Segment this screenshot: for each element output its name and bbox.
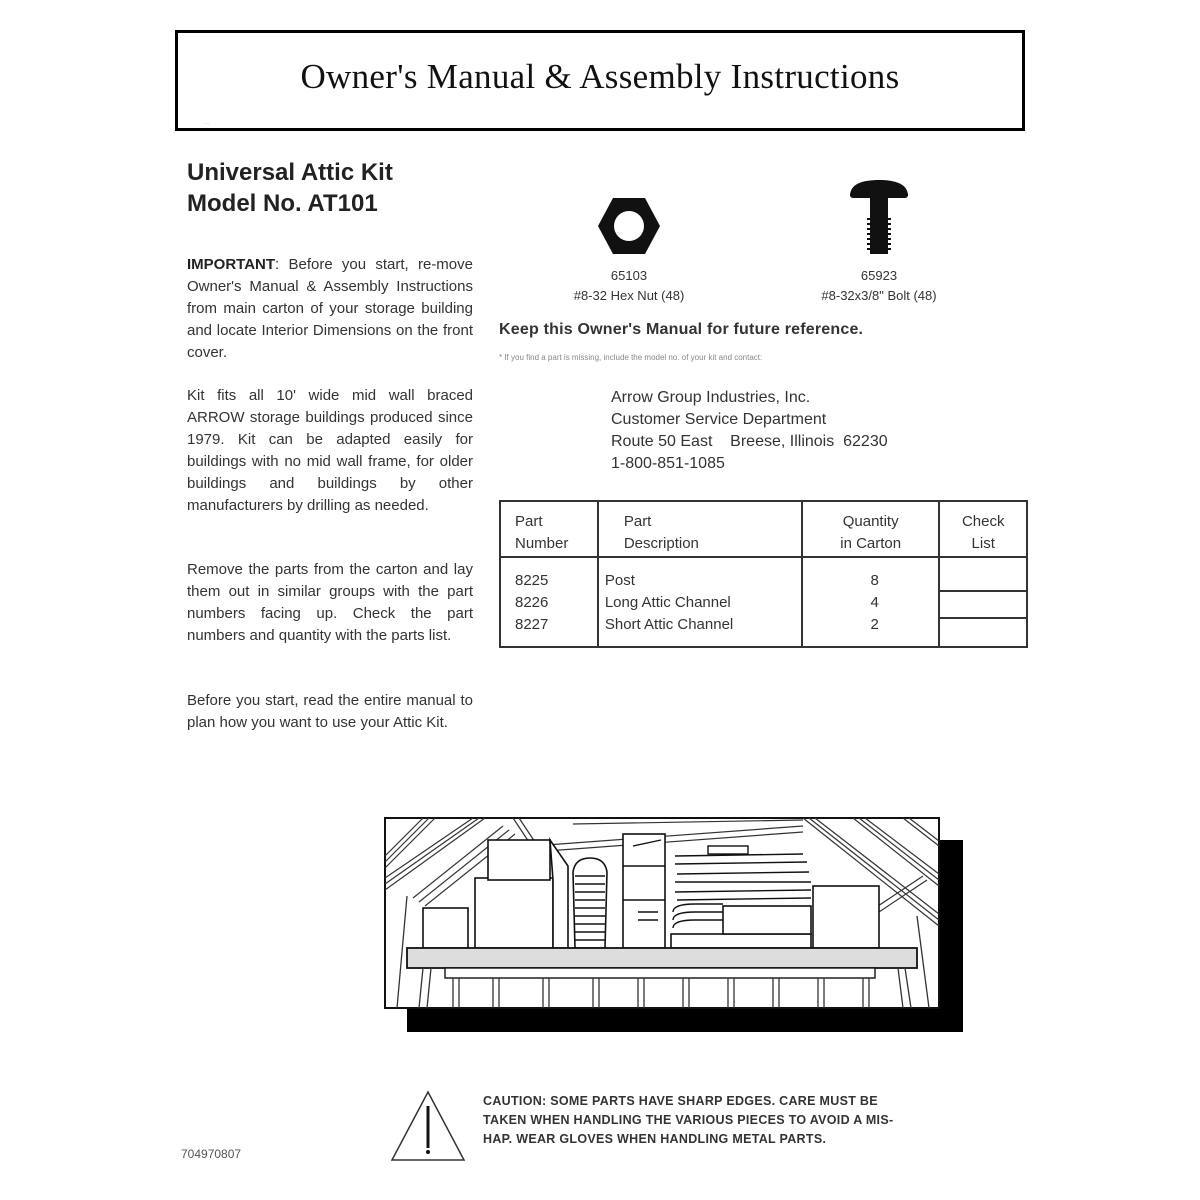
table-cell: 8225 — [515, 572, 549, 589]
header-text: in Carton — [840, 535, 902, 552]
kit-heading — [187, 157, 393, 219]
street-address: Route 50 East Breese, Illinois 62230 — [611, 433, 888, 450]
header-description — [598, 501, 802, 557]
table-cell: 8226 — [515, 594, 549, 611]
contact-address — [611, 387, 888, 475]
hex-nut-label — [546, 266, 712, 306]
table-cell: Post — [604, 572, 635, 589]
quantity-cell — [802, 557, 939, 647]
header-text: Check — [961, 513, 1005, 530]
check-list-cell — [939, 557, 1027, 647]
bolt-icon — [848, 178, 910, 258]
title-box — [175, 30, 1025, 131]
check-box-8226[interactable] — [940, 617, 1026, 619]
bolt-description: #8-32x3/8" Bolt (48) — [821, 288, 937, 303]
department: Customer Service Department — [611, 411, 827, 428]
before-paragraph: Before you start, read the entire manual to plan how you want to use your Attic Kit. — [187, 692, 473, 731]
important-text: : Before you start, re-move Owner's Manual & Assembly Instructions from main carton of your storage building and locate Interior Dimensions on the front cover. — [187, 256, 473, 361]
caution-line: CAUTION: SOME PARTS HAVE SHARP EDGES. CARE MUST BE — [483, 1094, 878, 1108]
bolt-part-no: 65923 — [860, 268, 898, 283]
part-number-cell — [500, 557, 598, 647]
header-check-list — [939, 501, 1027, 557]
table-body-row — [500, 557, 1027, 647]
hex-nut-description: #8-32 Hex Nut (48) — [573, 288, 685, 303]
header-text: Number — [515, 535, 569, 552]
check-box-8225[interactable] — [940, 590, 1026, 592]
attic-storage-illustration — [383, 816, 963, 1032]
document-number: 704970807 — [181, 1147, 242, 1161]
fit-paragraph: Kit fits all 10' wide mid wall braced ARROW storage buildings produced since 1979. Kit can be adapted easily for buildings with no mid wall frame, for older buildings and buildings by other manufacturers by drilling as needed. — [187, 387, 473, 514]
header-text: List — [971, 535, 995, 552]
phone-number: 1-800-851-1085 — [611, 455, 725, 472]
important-label: IMPORTANT — [187, 256, 276, 273]
hex-nut-icon — [596, 196, 662, 256]
table-header-row — [500, 501, 1027, 557]
caution-text — [483, 1092, 973, 1149]
kit-model: Model No. AT101 — [187, 190, 378, 217]
page-title: Owner's Manual & Assembly Instructions — [300, 57, 900, 96]
warning-triangle-icon — [390, 1090, 466, 1162]
caution-line: HAP. WEAR GLOVES WHEN HANDLING METAL PARTS. — [483, 1132, 827, 1146]
parts-table — [499, 500, 1028, 648]
header-part-number — [500, 501, 598, 557]
table-cell: 2 — [870, 616, 879, 633]
header-text: Part — [515, 513, 543, 530]
table-cell: 8 — [870, 572, 879, 589]
keep-notice: Keep this Owner's Manual for future reference. — [499, 321, 864, 338]
header-text: Quantity — [842, 513, 899, 530]
company-name: Arrow Group Industries, Inc. — [611, 389, 811, 406]
caution-line: TAKEN WHEN HANDLING THE VARIOUS PIECES TO AVOID A MIS- — [483, 1113, 894, 1127]
description-cell — [598, 557, 802, 647]
hex-nut-part-no: 65103 — [610, 268, 648, 283]
header-text: Description — [623, 535, 699, 552]
header-text: Part — [623, 513, 652, 530]
bolt-label — [790, 266, 968, 306]
remove-paragraph: Remove the parts from the carton and lay them out in similar groups with the part numbers facing up. Check the part numbers and quantity with the parts list. — [187, 561, 473, 644]
table-cell: Long Attic Channel — [604, 594, 731, 611]
table-cell: 8227 — [515, 616, 549, 633]
title-mark: ··· — [204, 121, 210, 127]
table-cell: 4 — [870, 594, 879, 611]
header-quantity — [802, 501, 939, 557]
missing-part-note: * If you find a part is missing, include the model no. of your kit and contact: — [499, 353, 763, 362]
table-cell: Short Attic Channel — [604, 616, 734, 633]
kit-name: Universal Attic Kit — [187, 159, 393, 186]
important-paragraph — [187, 254, 473, 364]
